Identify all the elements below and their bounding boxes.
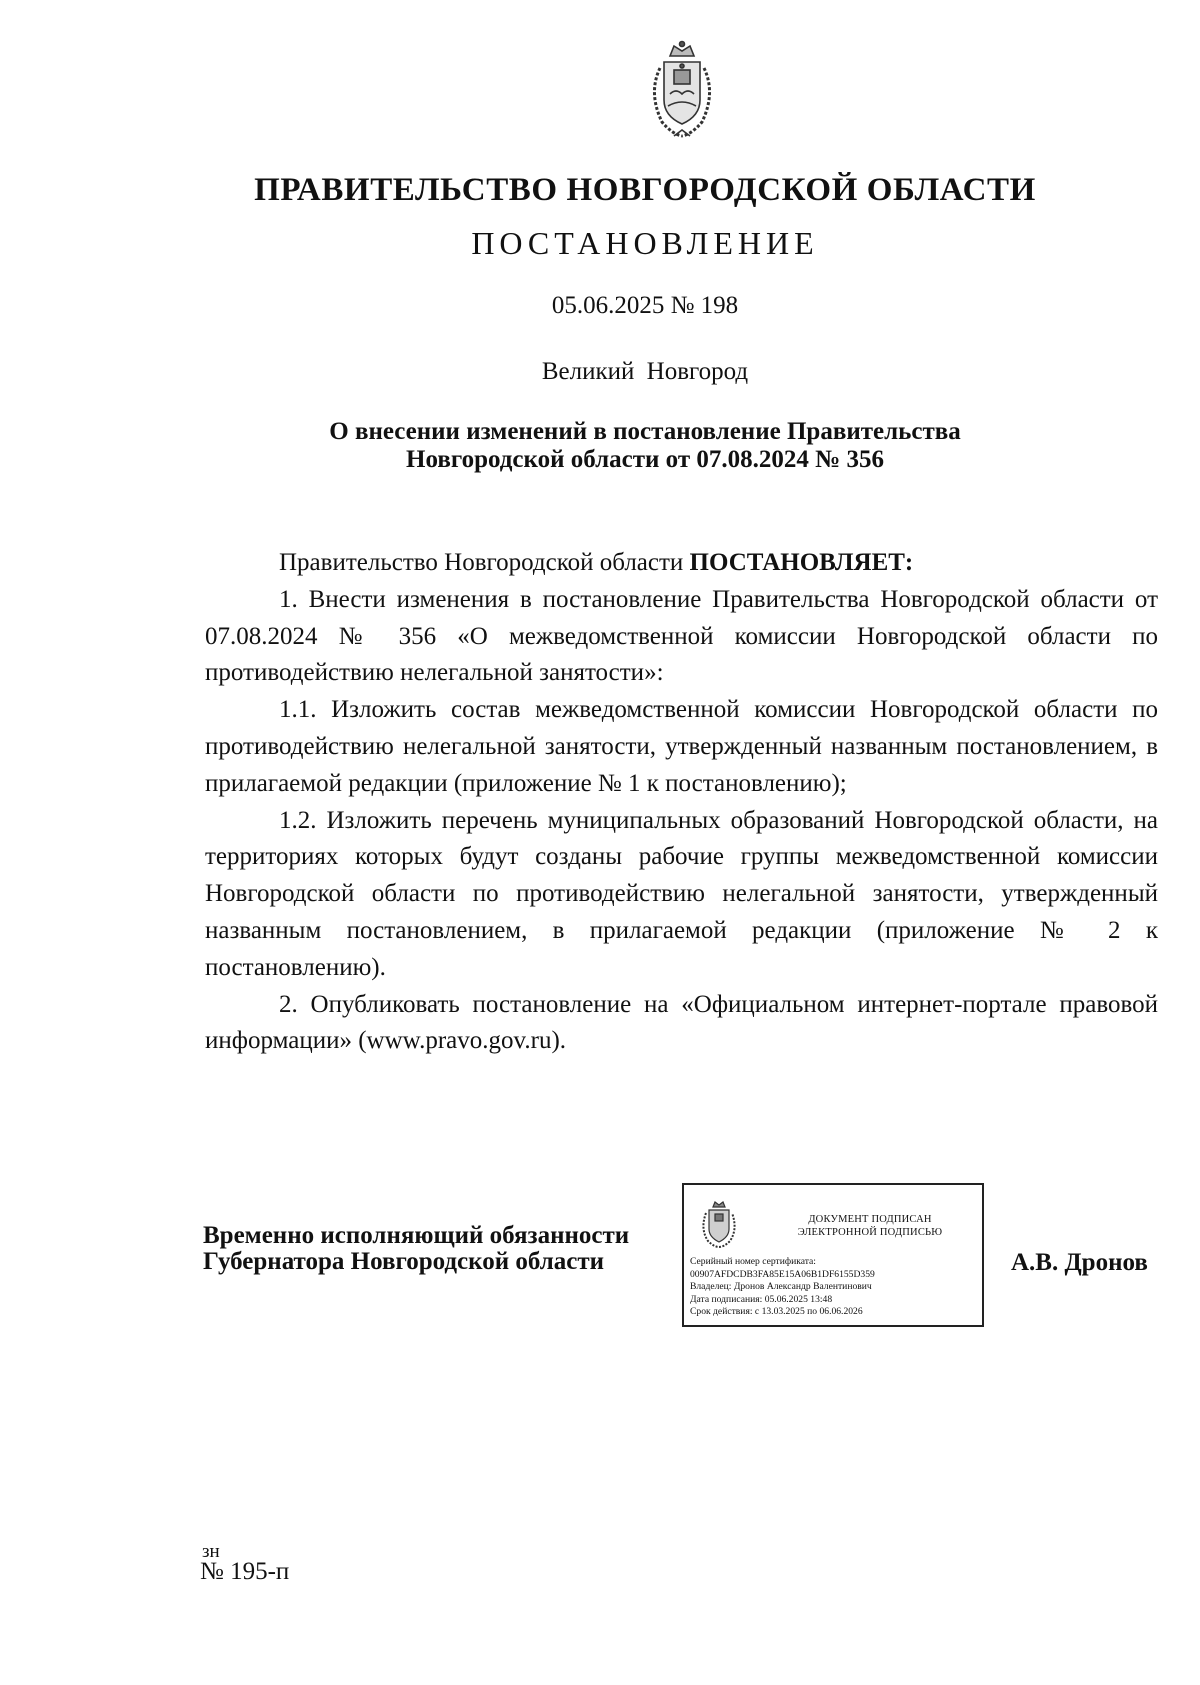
signer-position	[203, 1223, 629, 1275]
signer-position-line-1: Временно исполняющий обязанности	[203, 1222, 630, 1249]
paragraph-1-2: 1.2. Изложить перечень муниципальных образований Новгородской области, на территориях которых будут созданы рабочие группы межведомственной комиссии Новгородской области по противодействию нелегальной занятости, утвержденный названным постановлением, в прилагаемой редакции (приложение № 2 к постановлению).	[205, 806, 1158, 981]
stamp-serial-label: Серийный номер сертификата:	[690, 1256, 816, 1267]
electronic-signature-stamp	[682, 1183, 984, 1327]
paragraph-1-1: 1.1. Изложить состав межведомственной комиссии Новгородской области по противодействию нелегальной занятости, утвержденный названным постановлением, в прилагаемой редакции (приложение № 1 к постановлению);	[205, 696, 1158, 797]
registration-number: № 195-п	[200, 1558, 290, 1585]
subject-line-2: Новгородской области от 07.08.2024 № 356	[406, 446, 884, 473]
document-subject	[0, 418, 1200, 474]
stamp-title-line-1: ДОКУМЕНТ ПОДПИСАН	[808, 1214, 932, 1225]
stamp-owner: Владелец: Дронов Александр Валентинович	[690, 1281, 872, 1292]
intro-text: Правительство Новгородской области	[279, 549, 690, 576]
stamp-validity: Срок действия: с 13.03.2025 по 06.06.2026	[690, 1306, 863, 1317]
document-date-number: 05.06.2025 № 198	[551, 292, 739, 319]
document-body	[205, 545, 1158, 1060]
document-type: ПОСТАНОВЛЕНИЕ	[471, 225, 819, 261]
body-intro	[205, 545, 1158, 582]
stamp-title-line-2: ЭЛЕКТРОННОЙ ПОДПИСЬЮ	[797, 1227, 943, 1238]
stamp-signed-date: Дата подписания: 05.06.2025 13:48	[690, 1293, 833, 1305]
stamp-title	[762, 1213, 978, 1239]
paragraph-1: 1. Внести изменения в постановление Правительства Новгородской области от 07.08.2024 № 356 «О межведомственной комиссии Новгородской области по противодействию нелегальной занятости»:	[205, 585, 1158, 687]
signer-name: А.В. Дронов	[1011, 1249, 1148, 1276]
executor-initials: зн	[202, 1541, 220, 1562]
organization-title: ПРАВИТЕЛЬСТВО НОВГОРОДСКОЙ ОБЛАСТИ	[254, 172, 1036, 208]
intro-verb: ПОСТАНОВЛЯЕТ:	[689, 549, 914, 576]
novgorod-coat-of-arms-icon	[640, 38, 724, 142]
stamp-serial-value: 00907AFDCDB3FA85E15A06B1DF6155D359	[690, 1268, 875, 1280]
signer-position-line-2: Губернатора Новгородской области	[203, 1248, 605, 1275]
stamp-coat-of-arms-icon	[698, 1199, 740, 1249]
subject-line-1: О внесении изменений в постановление Правительства	[329, 418, 961, 445]
stamp-details	[690, 1256, 875, 1319]
document-city: Великий Новгород	[541, 358, 749, 385]
paragraph-2: 2. Опубликовать постановление на «Официальном интернет-портале правовой информации» (www.pravo.gov.ru).	[205, 990, 1158, 1055]
